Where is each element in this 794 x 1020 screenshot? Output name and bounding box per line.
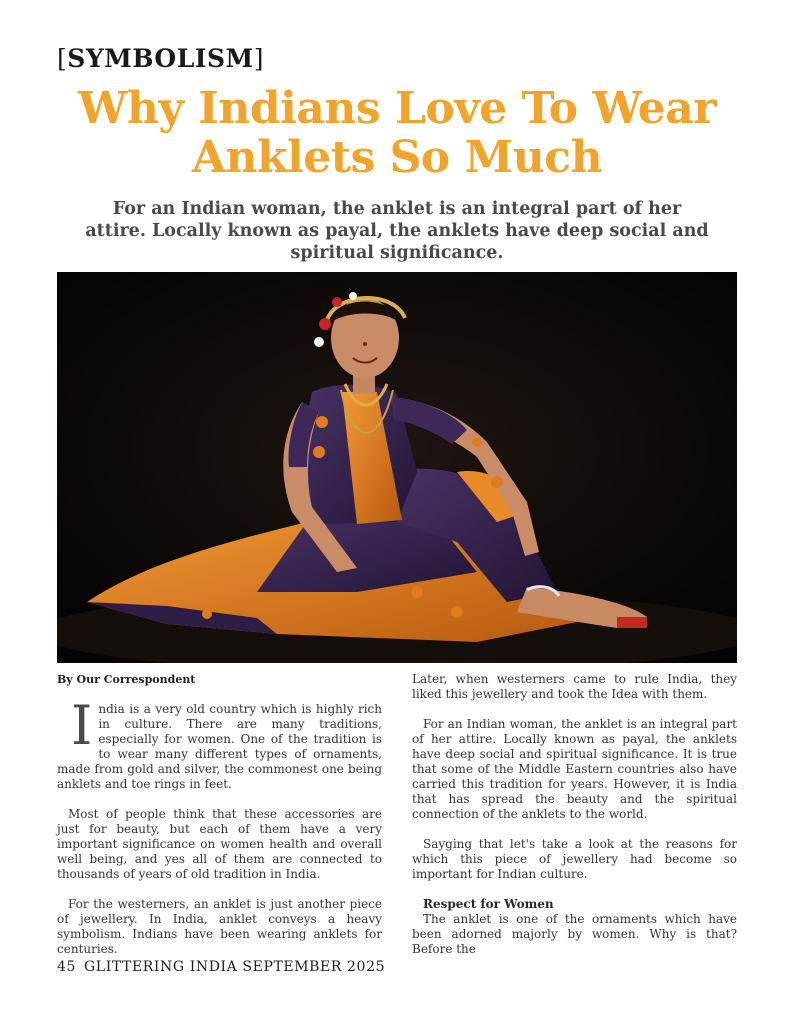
page-number: 45 bbox=[57, 959, 77, 975]
page-footer bbox=[57, 959, 385, 975]
article-column-1 bbox=[57, 694, 382, 957]
publication-name: GLITTERING INDIA SEPTEMBER 2025 bbox=[84, 959, 386, 975]
section-label-text: SYMBOLISM bbox=[67, 44, 254, 73]
paragraph: Sayging that let's take a look at the reasons for which this piece of jewellery had become so important for Indian culture. bbox=[412, 837, 737, 881]
byline: By Our Correspondent bbox=[57, 673, 196, 686]
paragraph-text: ndia is a very old country which is highly rich in culture. There are many traditions, especially for women. One of the tradition is to wear many different types of ornaments, made from gold and silver, the commonest one being anklets and toe rings in feet. bbox=[57, 702, 382, 791]
bracket-close: ] bbox=[253, 44, 264, 73]
article-title: Why Indians Love To Wear Anklets So Much bbox=[78, 83, 716, 183]
paragraph: Later, when westerners came to rule India, they liked this jewellery and took the Idea with them. bbox=[412, 672, 737, 701]
drop-cap: I bbox=[71, 694, 93, 757]
paragraph: For the westerners, an anklet is just another piece of jewellery. In India, anklet conveys a heavy symbolism. Indians have been wearing anklets for centuries. bbox=[57, 897, 382, 956]
paragraph bbox=[57, 694, 382, 792]
paragraph: The anklet is one of the ornaments which have been adorned majorly by women. Why is that? Before the bbox=[412, 912, 737, 956]
paragraph: Most of people think that these accessories are just for beauty, but each of them have a very important significance on women health and overall well being, and yes all of them are connected to thousands of years of old tradition in India. bbox=[57, 807, 382, 881]
dancer-photo-illustration bbox=[57, 272, 737, 663]
paragraph: For an Indian woman, the anklet is an integral part of her attire. Locally known as payal, the anklets have deep social and spiritual significance. It is true that some of the Middle Eastern countries also have carried this tradition for years. However, it is India that has spread the beauty and the spiritual connection of the anklets to the world. bbox=[412, 717, 737, 821]
section-label bbox=[57, 44, 264, 73]
article-column-2 bbox=[412, 672, 737, 957]
subheading: Respect for Women bbox=[423, 897, 554, 911]
article-standfirst: For an Indian woman, the anklet is an integral part of her attire. Locally known as payal, the anklets have deep social and spiritual significance. bbox=[85, 199, 709, 263]
bracket-open: [ bbox=[57, 44, 68, 73]
article-photo bbox=[57, 272, 737, 663]
